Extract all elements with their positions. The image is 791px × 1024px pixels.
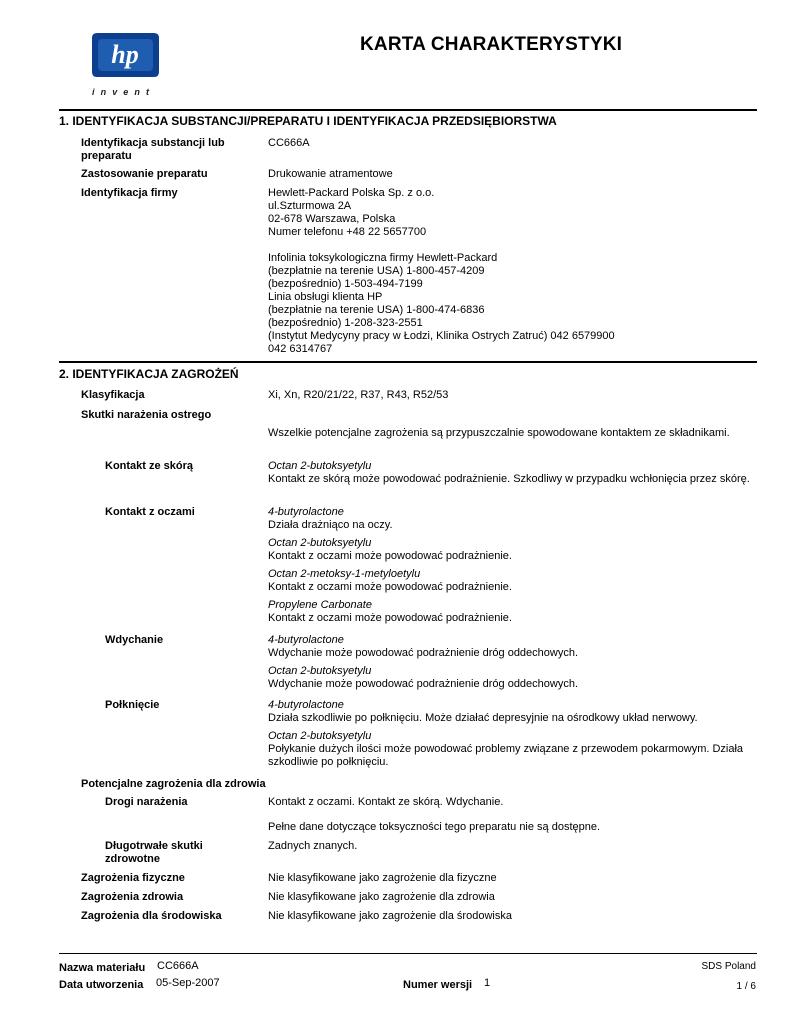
value-skutki-intro: Wszelkie potencjalne zagrożenia są przypuszczalnie spowodowane kontaktem ze składnikami. — [268, 427, 730, 439]
value-drogi-narazenia: Kontakt z oczami. Kontakt ze skórą. Wdychanie. — [268, 796, 504, 808]
footer-page-number: 1 / 6 — [736, 981, 756, 992]
label-dlugotrwale-skutki: Długotrwałe skutki zdrowotne — [105, 840, 203, 865]
footer-created-label: Data utworzenia — [59, 979, 144, 991]
substance-name: Octan 2-butoksyetylu — [268, 665, 372, 677]
value-klasyfikacja: Xi, Xn, R20/21/22, R37, R43, R52/53 — [268, 389, 449, 401]
value-polkniecie — [268, 699, 753, 769]
label-skutki-narazenia: Skutki narażenia ostrego — [81, 409, 212, 421]
hazard-text: Działa szkodliwie po połknięciu. Może działać depresyjnie na ośrodkowy układ nerwowy. — [268, 712, 698, 724]
footer-divider — [59, 953, 757, 954]
substance-name: Octan 2-butoksyetylu — [268, 460, 372, 472]
value-wdychanie — [268, 634, 753, 691]
label-klasyfikacja: Klasyfikacja — [81, 389, 145, 401]
label-zagrozenia-fizyczne: Zagrożenia fizyczne — [81, 872, 185, 884]
hazard-text: Wdychanie może powodować podrażnienie dróg oddechowych. — [268, 678, 579, 690]
label-wdychanie: Wdychanie — [105, 634, 164, 646]
label-zagrozenia-srodowiska: Zagrożenia dla środowiska — [81, 910, 222, 922]
value-dlugotrwale-skutki: Zadnych znanych. — [268, 840, 358, 852]
logo-tagline: invent — [92, 87, 156, 97]
footer-created-value: 05-Sep-2007 — [156, 977, 220, 989]
substance-name: 4-butyrolactone — [268, 699, 344, 711]
substance-name: 4-butyrolactone — [268, 506, 344, 518]
hazard-text: Kontakt z oczami może powodować podrażnienie. — [268, 550, 512, 562]
logo-text: hp — [111, 40, 139, 69]
value-zagrozenia-srodowiska: Nie klasyfikowane jako zagrożenie dla środowiska — [268, 910, 512, 922]
substance-name: 4-butyrolactone — [268, 634, 344, 646]
value-identyfikacja-firmy: Hewlett-Packard Polska Sp. z o.o. ul.Szturmowa 2A 02-678 Warszawa, Polska Numer telefonu +48 22 5657700 Infolinia toksykologiczna firmy Hewlett-Packard (bezpłatnie na terenie USA) 1-800-457-4209 (bezpośrednio) 1-503-494-7199 Linia obsługi klienta HP (bezpłatnie na terenie USA) 1-800-474-6836 (bezpośrednio) 1-208-323-2551 (Instytut Medycyny pracy w Łodzi, Klinika Ostrych Zatruć) 042 6579900 042 6314767 — [268, 187, 615, 355]
document-title: KARTA CHARAKTERYSTYKI — [360, 34, 623, 55]
hp-logo — [88, 30, 162, 80]
value-pelne-dane: Pełne dane dotyczące toksyczności tego preparatu nie są dostępne. — [268, 821, 601, 833]
value-zastosowanie: Drukowanie atramentowe — [268, 168, 393, 180]
footer-sds-region: SDS Poland — [701, 961, 756, 972]
substance-name: Propylene Carbonate — [268, 599, 372, 611]
label-potencjalne-zagrozenia: Potencjalne zagrożenia dla zdrowia — [81, 778, 266, 790]
substance-name: Octan 2-butoksyetylu — [268, 730, 372, 742]
label-polkniecie: Połknięcie — [105, 699, 160, 711]
hazard-text: Działa drażniąco na oczy. — [268, 519, 393, 531]
label-kontakt-ze-skora: Kontakt ze skórą — [105, 460, 194, 472]
label-identyfikacja-firmy: Identyfikacja firmy — [81, 187, 178, 199]
label-drogi-narazenia: Drogi narażenia — [105, 796, 188, 808]
footer-version-label: Numer wersji — [403, 979, 473, 991]
hazard-text: Wdychanie może powodować podrażnienie dróg oddechowych. — [268, 647, 579, 659]
value-identyfikacja-substancji: CC666A — [268, 137, 310, 149]
value-kontakt-ze-skora — [268, 460, 753, 486]
label-zagrozenia-zdrowia: Zagrożenia zdrowia — [81, 891, 184, 903]
section-2-heading: 2. IDENTYFIKACJA ZAGROŻEŃ — [59, 367, 239, 381]
hazard-text: Kontakt z oczami może powodować podrażnienie. — [268, 612, 512, 624]
divider — [59, 109, 757, 111]
substance-name: Octan 2-metoksy-1-metyloetylu — [268, 568, 421, 580]
value-kontakt-z-oczami — [268, 506, 753, 625]
hazard-text: Kontakt z oczami może powodować podrażnienie. — [268, 581, 512, 593]
section-1-heading: 1. IDENTYFIKACJA SUBSTANCJI/PREPARATU I IDENTYFIKACJA PRZEDSIĘBIORSTWA — [59, 114, 557, 128]
hazard-text: Połykanie dużych ilości może powodować problemy związane z przewodem pokarmowym. Działa szkodliwie po połknięciu. — [268, 743, 744, 768]
label-kontakt-z-oczami: Kontakt z oczami — [105, 506, 195, 518]
divider — [59, 361, 757, 363]
footer-version-value: 1 — [484, 977, 491, 989]
value-zagrozenia-zdrowia: Nie klasyfikowane jako zagrożenie dla zdrowia — [268, 891, 495, 903]
hazard-text: Kontakt ze skórą może powodować podrażnienie. Szkodliwy w przypadku wchłonięcia przez skórę. — [268, 473, 750, 485]
footer-material-value: CC666A — [157, 960, 199, 972]
label-identyfikacja-substancji: Identyfikacja substancji lub preparatu — [81, 137, 225, 162]
footer-material-label: Nazwa materiału — [59, 962, 146, 974]
label-zastosowanie: Zastosowanie preparatu — [81, 168, 208, 180]
substance-name: Octan 2-butoksyetylu — [268, 537, 372, 549]
value-zagrozenia-fizyczne: Nie klasyfikowane jako zagrożenie dla fizyczne — [268, 872, 497, 884]
